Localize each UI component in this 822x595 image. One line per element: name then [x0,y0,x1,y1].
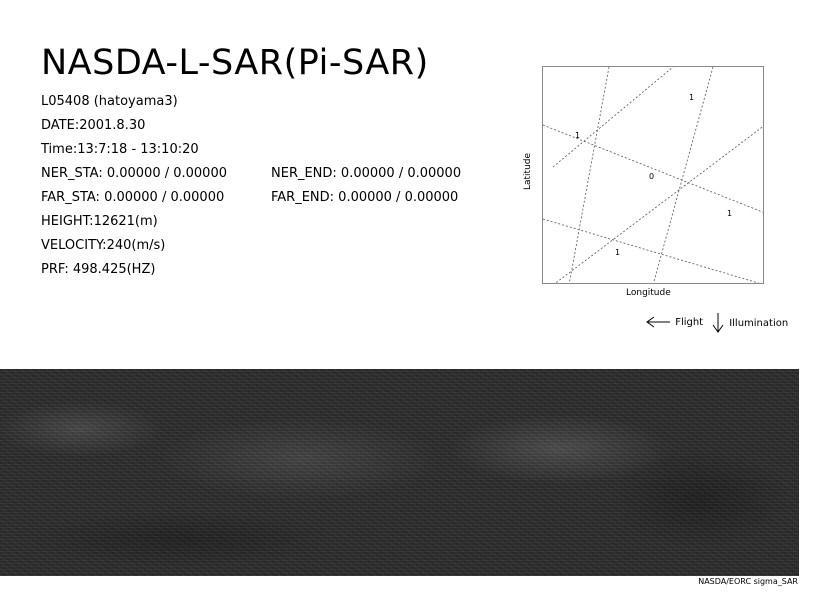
credit-text: NASDA/EORC sigma_SAR [698,577,798,586]
far-start-coords: FAR_STA: 0.00000 / 0.00000 [41,190,225,205]
grid-label: 1 [615,248,621,257]
flight-label: Flight [675,317,704,328]
grid-line [653,67,713,284]
near-start-coords: NER_STA: 0.00000 / 0.00000 [41,166,227,181]
grid-line [543,219,764,284]
grid-label: 1 [727,209,733,218]
flight-legend [644,315,703,330]
arrow-left-icon [644,317,675,328]
grid-label: 0 [649,172,655,181]
arrow-down-icon [710,318,729,329]
pulse-repetition-frequency: PRF: 498.425(HZ) [41,262,156,277]
sar-image [0,369,799,576]
grid-line [569,67,609,284]
map-grid [543,67,764,284]
illumination-label: Illumination [729,318,789,329]
grid-label: 1 [575,131,581,140]
acquisition-time: Time:13:7:18 - 13:10:20 [41,142,199,157]
near-end-coords: NER_END: 0.00000 / 0.00000 [271,166,462,181]
grid-line [553,125,764,284]
flight-height: HEIGHT:12621(m) [41,214,158,229]
map-x-axis-label: Longitude [626,288,671,298]
illumination-legend [710,312,788,334]
far-end-coords: FAR_END: 0.00000 / 0.00000 [271,190,459,205]
map-y-axis-label: Latitude [523,152,533,190]
flight-velocity: VELOCITY:240(m/s) [41,238,166,253]
grid-line [553,67,673,167]
page-title: NASDA-L-SAR(Pi-SAR) [41,43,429,83]
scene-id: L05408 (hatoyama3) [41,94,178,109]
acquisition-date: DATE:2001.8.30 [41,118,146,133]
location-map [542,66,764,284]
grid-label: 1 [689,93,695,102]
